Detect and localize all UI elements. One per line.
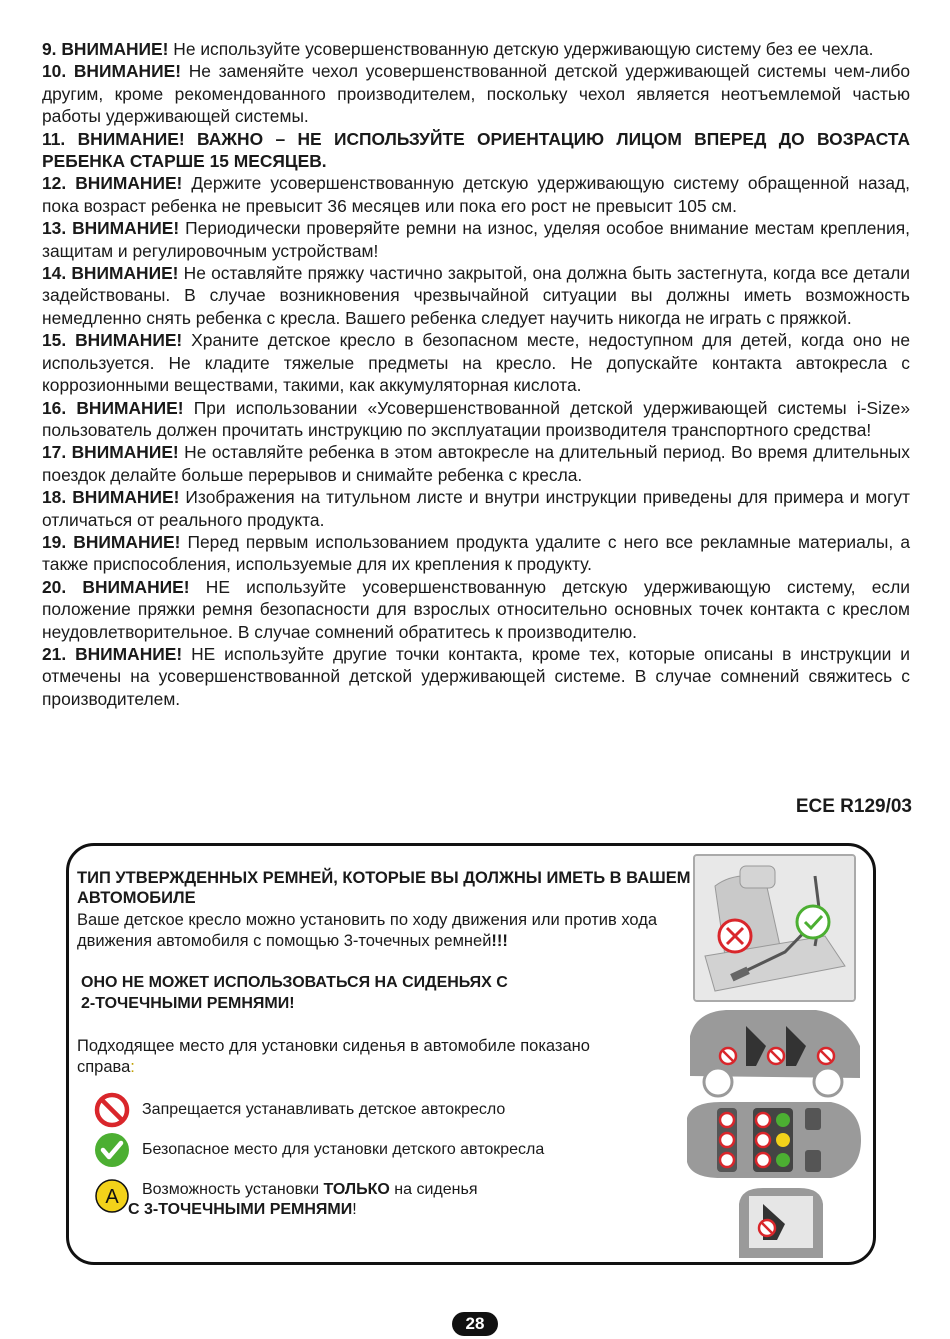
legend-forbidden: Запрещается устанавливать детское автокресло — [94, 1092, 505, 1128]
forbidden-icon — [94, 1092, 130, 1128]
warning-11: 11. ВНИМАНИЕ! ВАЖНО – НЕ ИСПОЛЬЗУЙТЕ ОРИЕНТАЦИЮ ЛИЦОМ ВПЕРЕД ДО ВОЗРАСТА РЕБЕНКА СТАРШЕ 15 МЕСЯЦЕВ. — [42, 128, 910, 172]
warning-17: 17. ВНИМАНИЕ! Не оставляйте ребенка в этом автокресле на длительный период. Во время длительных поездок делайте больше перерывов и снимайте ребенка с кресла. — [42, 442, 910, 485]
car-top-view — [681, 1098, 865, 1182]
warnings-list — [42, 38, 910, 710]
a-badge-icon — [94, 1178, 130, 1214]
warning-16: 16. ВНИМАНИЕ! При использовании «Усовершенствованной детской удерживающей системы i-Size» пользователь должен прочитать инструкцию по эксплуатации производителя транспортного средства! — [42, 397, 910, 440]
warning-13: 13. ВНИМАНИЕ! Периодически проверяйте ремни на износ, уделяя особое внимание местам крепления, защитам и регулировочным устройствам! — [42, 218, 910, 261]
car-side-view — [686, 1006, 864, 1098]
standard-code: ECE R129/03 — [795, 796, 912, 817]
check-icon — [94, 1132, 130, 1168]
warning-9: 9. ВНИМАНИЕ! Не используйте усовершенствованную детскую удерживающую систему без ее чехла. — [42, 39, 874, 59]
car-seat-belt-photo — [693, 854, 856, 1002]
seat-illustration — [695, 856, 854, 1000]
belt-info-box — [66, 843, 876, 1265]
warning-12: 12. ВНИМАНИЕ! Держите усовершенствованную детскую удерживающую систему обращенной назад, пока возраст ребенка не превысит 36 месяцев или пока его рост не превысит 105 см. — [42, 173, 910, 216]
box-description: Ваше детское кресло можно установить по ходу движения или против хода движения автомобиля с помощью 3-точечных ремней!!! — [77, 911, 657, 950]
legend-possible: A Возможность установки ТОЛЬКО на сиденья С 3-ТОЧЕЧНЫМИ РЕМНЯМИ! — [94, 1178, 477, 1220]
box-warning: ОНО НЕ МОЖЕТ ИСПОЛЬЗОВАТЬСЯ НА СИДЕНЬЯХ С 2-ТОЧЕЧНЫМИ РЕМНЯМИ! — [81, 974, 508, 1012]
legend-safe: Безопасное место для установки детского автокресла — [94, 1132, 544, 1168]
warning-18: 18. ВНИМАНИЕ! Изображения на титульном листе и внутри инструкции приведены для примера и могут отличаться от реального продукта. — [42, 487, 910, 530]
svg-text:A: A — [105, 1186, 119, 1208]
car-rear-view — [733, 1184, 829, 1260]
warning-20: 20. ВНИМАНИЕ! НЕ используйте усовершенствованную детскую удерживающую систему, если положение пряжки ремня безопасности для взрослых относительно основных точек контакта с креслом неудовлетворительное. В случае сомнений обратитесь к производителю. — [42, 576, 910, 642]
warning-15: 15. ВНИМАНИЕ! Храните детское кресло в безопасном месте, недоступном для детей, когда оно не используется. Не кладите тяжелые предметы на кресло. Не допускайте контакта автокресла с коррозионными веществами, такими, как аккумуляторная кислота. — [42, 330, 910, 396]
warning-14: 14. ВНИМАНИЕ! Не оставляйте пряжку частично закрытой, она должна быть застегнута, когда все детали задействованы. В случае возникновения чрезвычайной ситуации вы должны иметь возможность немедленно снять ребенка с кресла. Вашего ребенка следует научить никогда не играть с пряжкой. — [42, 263, 910, 328]
page-number: 28 — [452, 1312, 498, 1336]
warning-19: 19. ВНИМАНИЕ! Перед первым использованием продукта удалите с него все рекламные материалы, а также приспособления, используемые для их крепления к продукту. — [42, 531, 910, 575]
box-placement: Подходящее место для установки сиденья в автомобиле показано справа: — [77, 1037, 590, 1076]
box-title: ТИП УТВЕРЖДЕННЫХ РЕМНЕЙ, КОТОРЫЕ ВЫ ДОЛЖНЫ ИМЕТЬ В ВАШЕМ АВТОМОБИЛЕ — [77, 869, 691, 907]
warning-10: 10. ВНИМАНИЕ! Не заменяйте чехол усовершенствованной детской удерживающей системы чем-либо другим, кроме рекомендованного производителем, поскольку чехол является неотъемлемой частью работы удерживающей системы. — [42, 61, 910, 127]
warning-21: 21. ВНИМАНИЕ! НЕ используйте другие точки контакта, кроме тех, которые описаны в инструкции и отмечены на усовершенствованной детской удерживающей системе. В случае сомнений свяжитесь с производителем. — [42, 643, 910, 709]
